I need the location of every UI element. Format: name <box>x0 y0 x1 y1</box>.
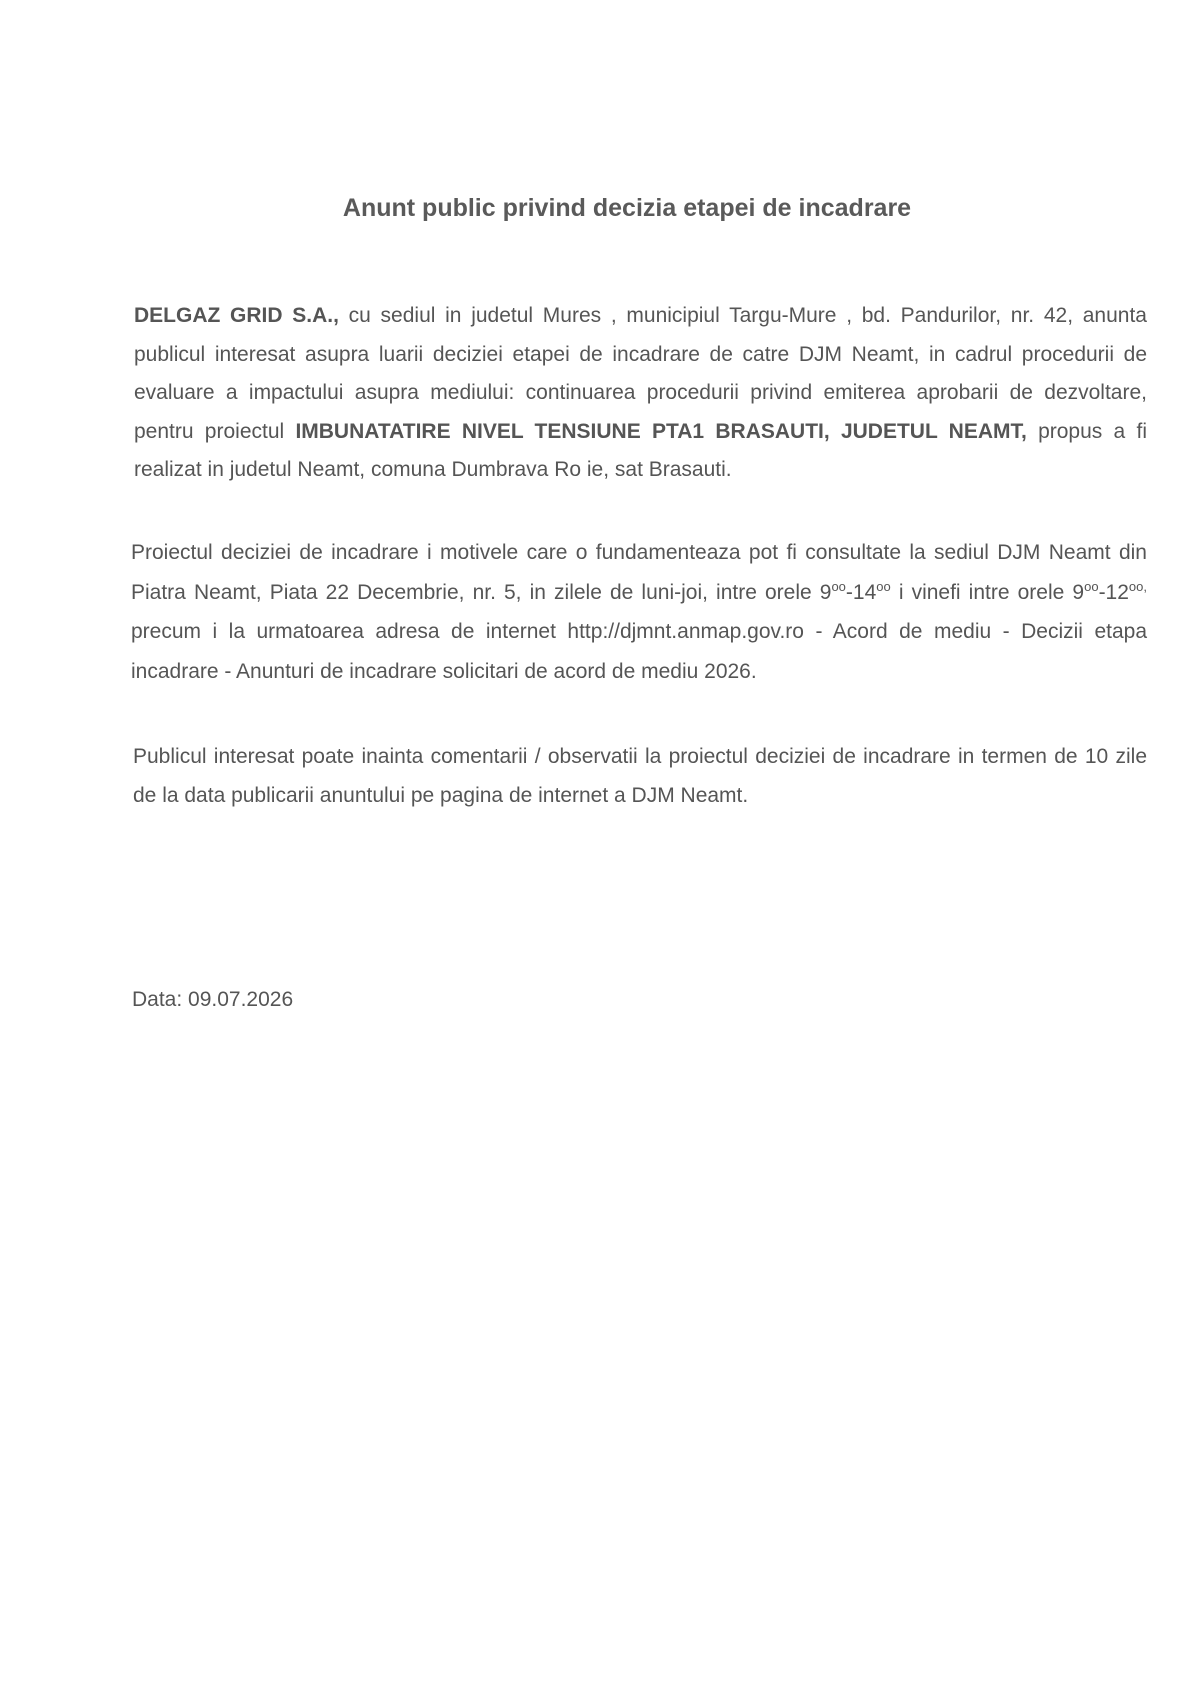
paragraph-consultation <box>131 533 1147 691</box>
announcement-text-b: propus a fi realizat in judetul Neamt, comuna Dumbrava Ro ie, sat Brasauti. <box>134 419 1147 481</box>
superscript-3: oo <box>1084 578 1099 594</box>
consultation-text-b: -14 <box>845 580 877 604</box>
company-name: DELGAZ GRID S.A., <box>134 304 339 327</box>
document-date: Data: 09.07.2026 <box>132 988 294 1011</box>
superscript-2: oo <box>876 578 891 594</box>
document-title: Anunt public privind decizia etapei de incadrare <box>342 194 912 222</box>
paragraph-comments: Publicul interesat poate inainta comentarii / observatii la proiectul deciziei de incadrare in termen de 10 zile de la data publicarii anuntului pe pagina de internet a DJM Neamt. <box>133 745 1147 807</box>
consultation-text-c: i vinefi intre orele 9 <box>890 580 1085 604</box>
consultation-text-a: Proiectul deciziei de incadrare i motivele care o fundamenteaza pot fi consultate la sediul DJM Neamt din Piatra Neamt, Piata 22 Decembrie, nr. 5, in zilele de luni-joi, intre orele 9 <box>131 541 1147 604</box>
announcement-text-a: cu sediul in judetul Mures , municipiul Targu-Mure , bd. Pandurilor, nr. 42, anunta publicul interesat asupra luarii deciziei etapei de incadrare de catre DJM Neamt, in cadrul procedurii de evaluare a impactului asupra mediului: continuarea procedurii privind emiterea aprobarii de dezvoltare, pentru proiectul <box>134 304 1147 443</box>
consultation-text-d: -12 <box>1098 580 1129 604</box>
paragraph-announcement <box>134 297 1147 490</box>
consultation-text-e: precum i la urmatoarea adresa de internet http://djmnt.anmap.gov.ro - Acord de mediu - Decizii etapa incadrare - Anunturi de incadrare solicitari de acord de mediu 2026. <box>131 620 1147 683</box>
superscript-4: oo, <box>1128 578 1147 594</box>
project-name: IMBUNATATIRE NIVEL TENSIUNE PTA1 BRASAUTI, JUDETUL NEAMT, <box>295 419 1027 443</box>
superscript-1: oo <box>831 578 846 594</box>
